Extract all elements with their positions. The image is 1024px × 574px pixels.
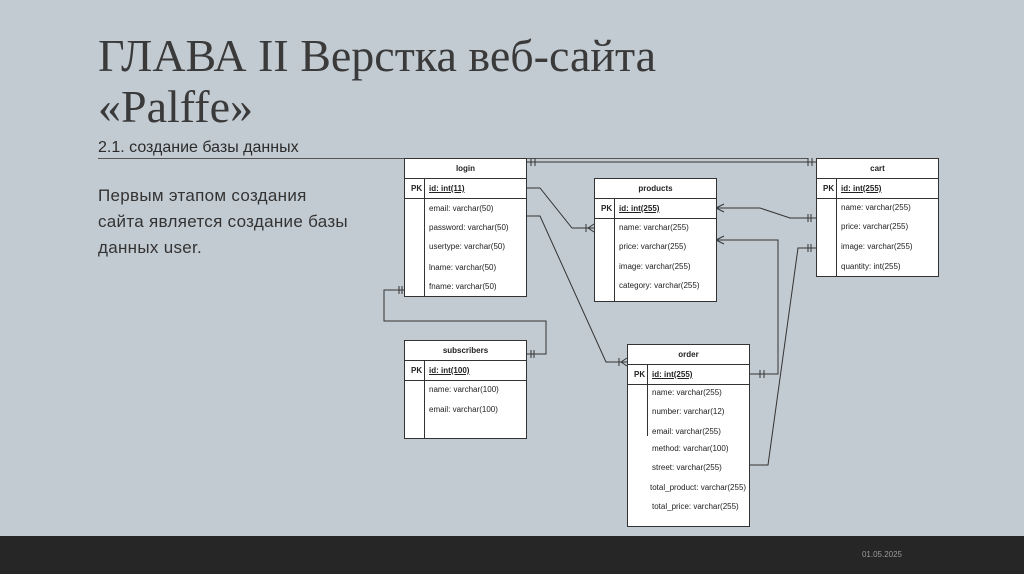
table-header: cart — [817, 159, 938, 179]
pk-field: id: int(255) — [841, 184, 882, 193]
pk-label: PK — [411, 366, 423, 375]
table-field: category: varchar(255) — [619, 281, 700, 290]
pk-field: id: int(255) — [652, 370, 693, 379]
pk-label: PK — [411, 184, 423, 193]
table-field: name: varchar(255) — [652, 388, 722, 397]
table-field: total_price: varchar(255) — [652, 502, 739, 511]
column-divider — [647, 364, 648, 436]
table-header: order — [628, 345, 749, 365]
table-products — [594, 178, 717, 302]
table-field: name: varchar(255) — [619, 223, 689, 232]
table-field: usertype: varchar(50) — [429, 242, 506, 251]
rel-login-products — [526, 188, 594, 228]
pk-label: PK — [634, 370, 646, 379]
table-cart — [816, 158, 939, 277]
pk-label: PK — [823, 184, 835, 193]
table-field: price: varchar(255) — [841, 222, 909, 231]
table-field: email: varchar(255) — [652, 427, 721, 436]
table-header: products — [595, 179, 716, 199]
table-field: email: varchar(50) — [429, 204, 494, 213]
table-field: price: varchar(255) — [619, 242, 687, 251]
table-order — [627, 344, 750, 527]
table-header: login — [405, 159, 526, 179]
table-header: subscribers — [405, 341, 526, 361]
table-field: street: varchar(255) — [652, 463, 722, 472]
pk-label: PK — [601, 204, 613, 213]
table-field: password: varchar(50) — [429, 223, 509, 232]
rel-cart-order — [750, 248, 816, 465]
table-subscribers — [404, 340, 527, 439]
table-field: name: varchar(255) — [841, 203, 911, 212]
slide-body-text: Первым этапом создания сайта является создание базы данных user. — [98, 186, 348, 257]
table-field: quantity: int(255) — [841, 262, 901, 271]
table-field: method: varchar(100) — [652, 444, 729, 453]
pk-field: id: int(100) — [429, 366, 470, 375]
title-line-1: ГЛАВА II Верстка веб-сайта — [98, 30, 657, 81]
column-divider — [614, 198, 615, 301]
column-divider — [424, 178, 425, 296]
title-line-2: «Palffe» — [98, 81, 254, 132]
table-field: name: varchar(100) — [429, 385, 499, 394]
table-field: lname: varchar(50) — [429, 263, 497, 272]
table-field: email: varchar(100) — [429, 405, 498, 414]
table-field: total_product: varchar(255) — [650, 483, 747, 492]
footer-date: 01.05.2025 — [861, 550, 902, 559]
table-field: image: varchar(255) — [619, 262, 691, 271]
rel-products-cart — [716, 208, 816, 218]
pk-field: id: int(11) — [429, 184, 465, 193]
slide-subtitle: 2.1. создание базы данных — [98, 139, 299, 156]
footer-bar — [0, 536, 1024, 574]
pk-field: id: int(255) — [619, 204, 660, 213]
column-divider — [836, 178, 837, 276]
table-login — [404, 158, 527, 297]
table-field: number: varchar(12) — [652, 407, 725, 416]
table-field: image: varchar(255) — [841, 242, 913, 251]
table-field: fname: varchar(50) — [429, 282, 497, 291]
column-divider — [424, 360, 425, 438]
